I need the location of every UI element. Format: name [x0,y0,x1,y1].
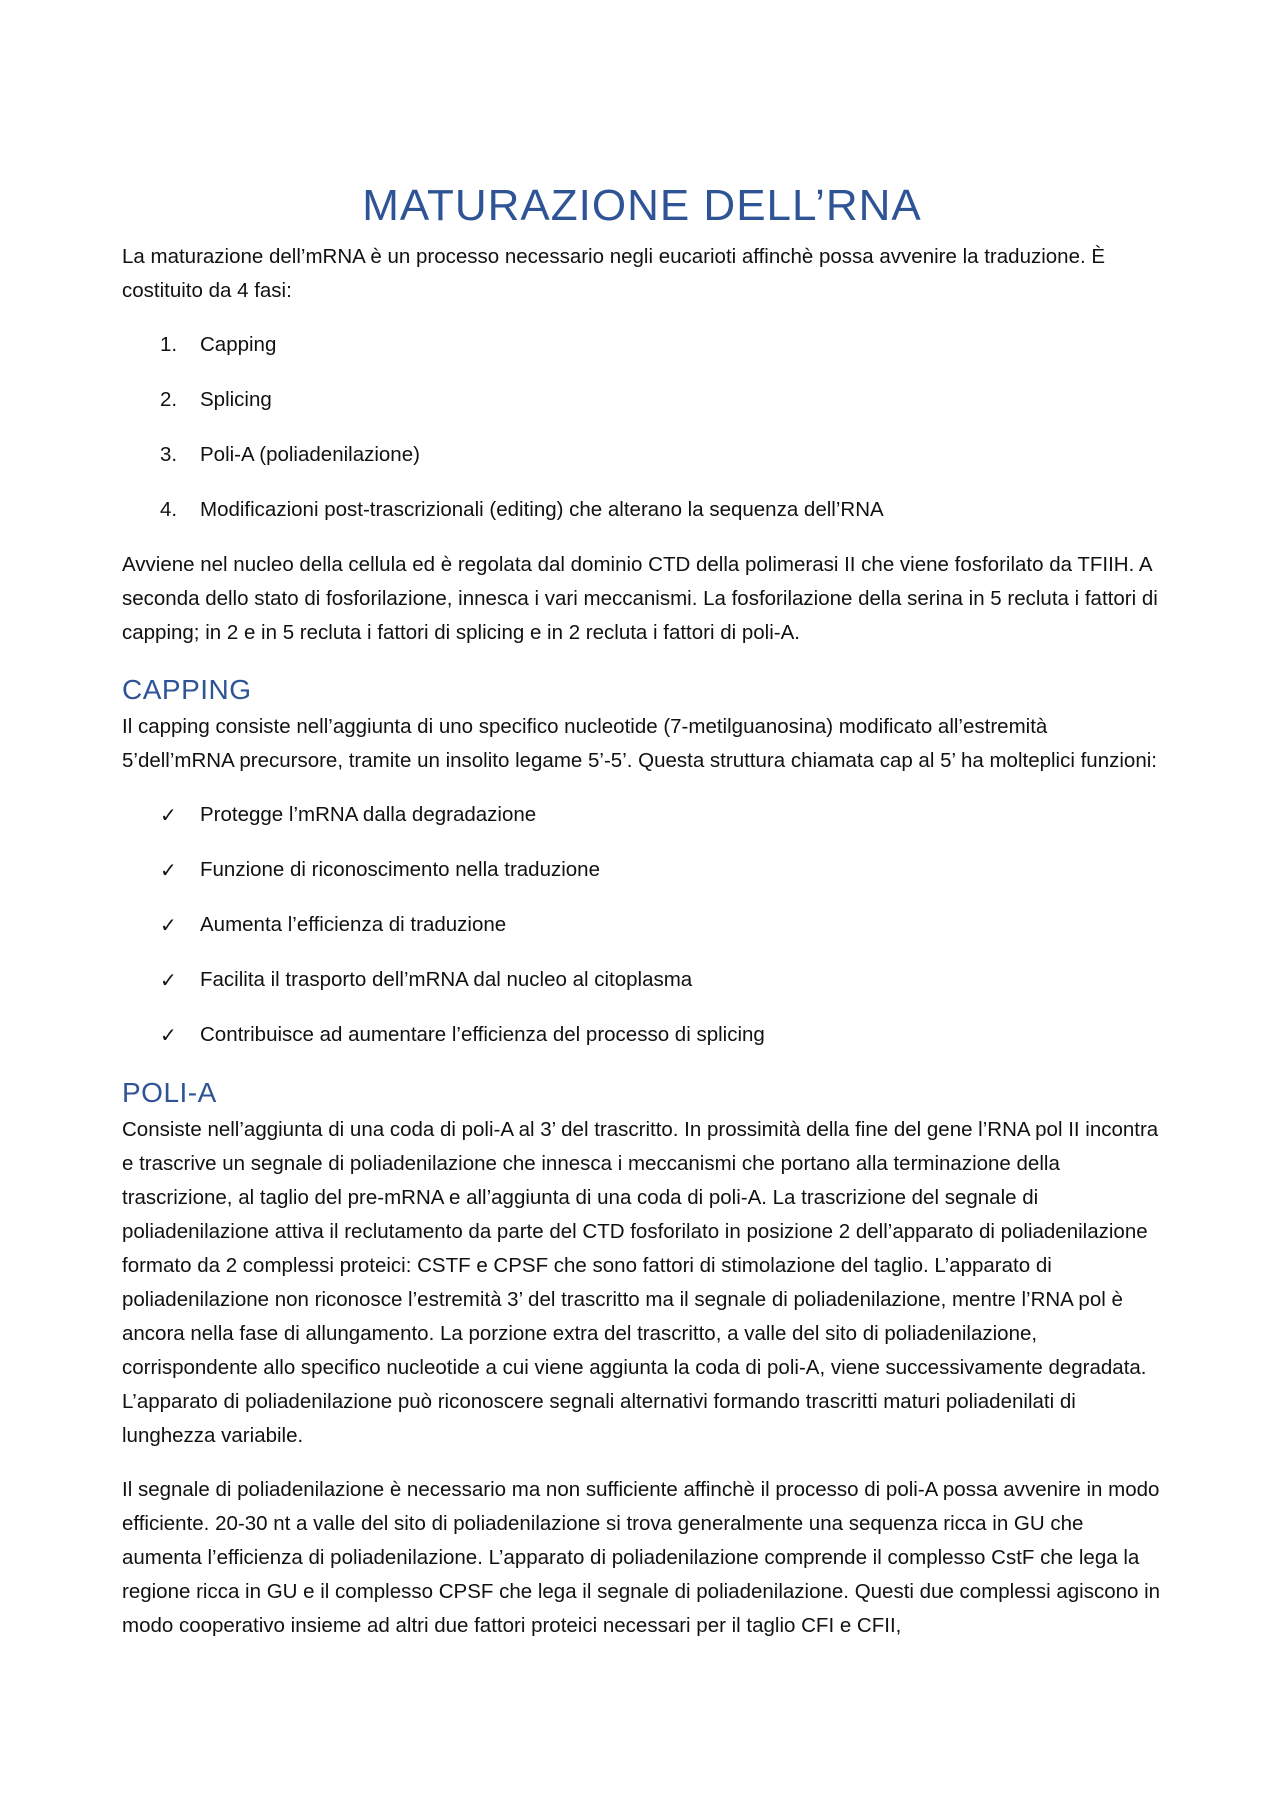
list-item-text: Aumenta l’efficienza di traduzione [200,913,507,936]
checkmark-icon: ✓ [160,913,177,937]
checkmark-icon: ✓ [160,1023,177,1047]
list-item [160,493,1162,527]
list-item [160,1018,1162,1052]
list-item-text: Funzione di riconoscimento nella traduzione [200,858,600,881]
list-item-text: Facilita il trasporto dell’mRNA dal nucleo al citoplasma [200,968,693,991]
list-number: 1. [160,333,178,356]
list-item [160,963,1162,997]
list-item [160,853,1162,887]
list-item-text: Protegge l’mRNA dalla degradazione [200,803,537,826]
checkmark-icon: ✓ [160,858,177,882]
regulation-paragraph: Avviene nel nucleo della cellula ed è regolata dal dominio CTD della polimerasi II che viene fosforilato da TFIIH. A seconda dello stato di fosforilazione, innesca i vari meccanismi. La fosforilazione della serina in 5 recluta i fattori di capping; in 2 e in 5 recluta i fattori di splicing e in 2 recluta i fattori di poli-A. [122,553,1158,644]
list-item-text: Poli-A (poliadenilazione) [200,443,420,466]
capping-functions-list [122,798,1162,1052]
list-item [160,383,1162,417]
intro-paragraph: La maturazione dell’mRNA è un processo necessario negli eucarioti affinchè possa avvenire la traduzione. È costituito da 4 fasi: [122,245,1106,302]
list-item-text: Splicing [200,388,272,411]
list-number: 2. [160,388,178,411]
polia-heading: POLI-A [122,1077,217,1108]
capping-paragraph: Il capping consiste nell’aggiunta di uno specifico nucleotide (7-metilguanosina) modificato all’estremità 5’dell’mRNA precursore, tramite un insolito legame 5’-5’. Questa struttura chiamata cap al 5’ ha molteplici funzioni: [122,715,1157,772]
checkmark-icon: ✓ [160,803,177,827]
list-number: 4. [160,498,178,521]
polia-paragraph-1: Consiste nell’aggiunta di una coda di poli-A al 3’ del trascritto. In prossimità della fine del gene l’RNA pol II incontra e trascrive un segnale di poliadenilazione che innesca i meccanismi che portano alla terminazione della trascrizione, al taglio del pre-mRNA e all’aggiunta di una coda di poli-A. La trascrizione del segnale di poliadenilazione attiva il reclutamento da parte del CTD fosforilato in posizione 2 dell’apparato di poliadenilazione formato da 2 complessi proteici: CSTF e CPSF che sono fattori di stimolazione del taglio. L’apparato di poliadenilazione non riconosce l’estremità 3’ del trascritto ma il segnale di poliadenilazione, mentre l’RNA pol è ancora nella fase di allungamento. La porzione extra del trascritto, a valle del sito di poliadenilazione, corrispondente allo specifico nucleotide a cui viene aggiunta la coda di poli-A, viene successivamente degradata. L’apparato di poliadenilazione può riconoscere segnali alternativi formando trascritti maturi poliadenilati di lunghezza variabile. [122,1118,1159,1447]
list-item-text: Capping [200,333,277,356]
list-item [160,798,1162,832]
list-item-text: Contribuisce ad aumentare l’efficienza del processo di splicing [200,1023,765,1046]
phases-list [122,328,1162,527]
list-item [160,328,1162,362]
list-item [160,438,1162,472]
page-title: MATURAZIONE DELL’RNA [362,181,922,230]
capping-heading: CAPPING [122,674,252,705]
list-item-text: Modificazioni post-trascrizionali (editing) che alterano la sequenza dell’RNA [200,498,884,521]
polia-paragraph-2: Il segnale di poliadenilazione è necessario ma non sufficiente affinchè il processo di poli-A possa avvenire in modo efficiente. 20-30 nt a valle del sito di poliadenilazione si trova generalmente una sequenza ricca in GU che aumenta l’efficienza di poliadenilazione. L’apparato di poliadenilazione comprende il complesso CstF che lega la regione ricca in GU e il complesso CPSF che lega il segnale di poliadenilazione. Questi due complessi agiscono in modo cooperativo insieme ad altri due fattori proteici necessari per il taglio CFI e CFII, [122,1478,1161,1637]
list-number: 3. [160,443,178,466]
list-item [160,908,1162,942]
checkmark-icon: ✓ [160,968,177,992]
